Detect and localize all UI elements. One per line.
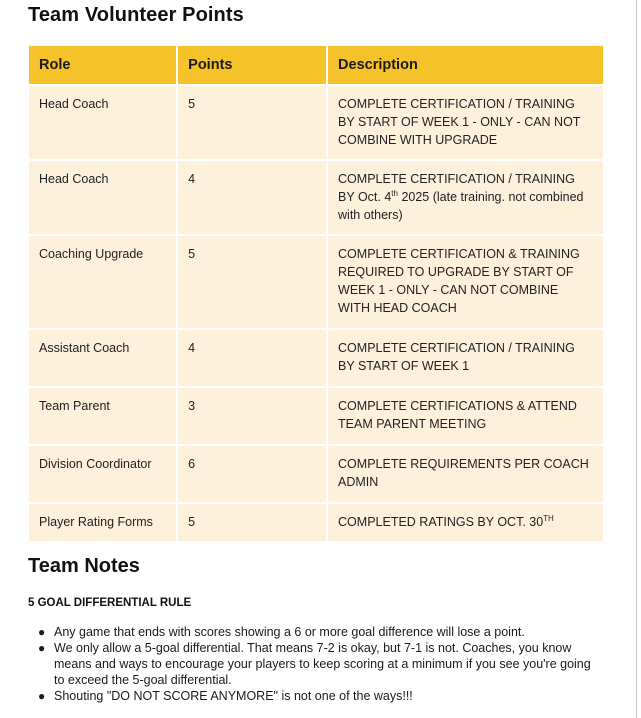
table-row xyxy=(29,388,603,444)
list-item xyxy=(28,640,603,688)
description-cell xyxy=(328,161,603,234)
description-cell: COMPLETE CERTIFICATIONS & ATTEND TEAM PARENT MEETING xyxy=(328,388,603,444)
description-text: COMPLETED RATINGS BY OCT. 30 xyxy=(338,515,544,529)
table-header-row xyxy=(29,46,603,84)
table-row xyxy=(29,504,603,541)
table-row xyxy=(29,446,603,502)
bullet-icon: ● xyxy=(38,689,46,703)
note-text: Shouting "DO NOT SCORE ANYMORE" is not one of the ways!!! xyxy=(54,689,413,703)
role-cell: Assistant Coach xyxy=(29,330,176,386)
role-cell: Coaching Upgrade xyxy=(29,236,176,328)
role-cell: Division Coordinator xyxy=(29,446,176,502)
page-title: Team Volunteer Points xyxy=(28,4,244,26)
description-cell: COMPLETE REQUIREMENTS PER COACH ADMIN xyxy=(328,446,603,502)
notes-title: Team Notes xyxy=(28,555,140,577)
note-text: Any game that ends with scores showing a 6 or more goal difference will lose a point. xyxy=(54,625,525,639)
table-row xyxy=(29,330,603,386)
points-cell: 5 xyxy=(178,236,326,328)
header-role: Role xyxy=(29,46,176,84)
role-cell: Head Coach xyxy=(29,161,176,234)
description-text-continued: 2025 (late training. not combined with others) xyxy=(338,190,584,222)
description-cell xyxy=(328,504,603,541)
description-superscript: TH xyxy=(543,513,554,523)
points-cell: 5 xyxy=(178,86,326,159)
description-cell: COMPLETE CERTIFICATION / TRAINING BY START OF WEEK 1 - ONLY - CAN NOT COMBINE WITH UPGRADE xyxy=(328,86,603,159)
description-text: COMPLETE CERTIFICATION / TRAINING BY Oct. 4 xyxy=(338,172,575,204)
volunteer-points-table xyxy=(27,44,605,543)
description-cell: COMPLETE CERTIFICATION / TRAINING BY START OF WEEK 1 xyxy=(328,330,603,386)
role-cell: Player Rating Forms xyxy=(29,504,176,541)
points-cell: 3 xyxy=(178,388,326,444)
list-item xyxy=(28,624,603,640)
description-superscript: th xyxy=(391,188,398,198)
points-cell: 5 xyxy=(178,504,326,541)
points-cell: 4 xyxy=(178,330,326,386)
list-item xyxy=(28,688,603,704)
header-description: Description xyxy=(328,46,603,84)
role-cell: Team Parent xyxy=(29,388,176,444)
description-cell: COMPLETE CERTIFICATION & TRAINING REQUIRED TO UPGRADE BY START OF WEEK 1 - ONLY - CAN NOT COMBINE WITH HEAD COACH xyxy=(328,236,603,328)
notes-list xyxy=(28,624,603,704)
table-row xyxy=(29,86,603,159)
header-points: Points xyxy=(178,46,326,84)
role-cell: Head Coach xyxy=(29,86,176,159)
note-text: We only allow a 5-goal differential. That means 7-2 is okay, but 7-1 is not. Coaches, you know means and ways to encourage your players to keep scoring at a minimum if you see you're going to exceed the 5-goal differential. xyxy=(54,641,591,687)
points-cell: 6 xyxy=(178,446,326,502)
page-edge-rule xyxy=(636,0,637,718)
bullet-icon: ● xyxy=(38,641,46,655)
bullet-icon: ● xyxy=(38,625,46,639)
points-cell: 4 xyxy=(178,161,326,234)
rule-title: 5 GOAL DIFFERENTIAL RULE xyxy=(28,597,192,609)
table-row xyxy=(29,236,603,328)
table-row xyxy=(29,161,603,234)
